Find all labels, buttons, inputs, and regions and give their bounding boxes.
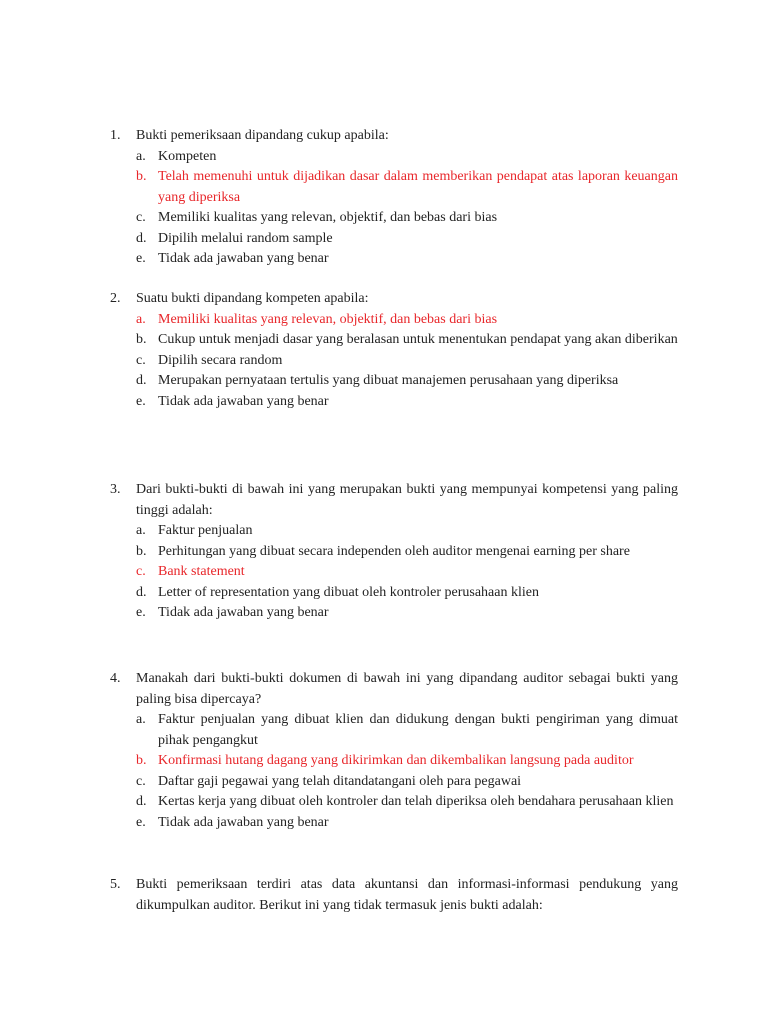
option-e <box>136 392 678 413</box>
option-letter: a. <box>136 712 146 727</box>
question-number: 2. <box>110 291 121 306</box>
option-text: Perhitungan yang dibuat secara independen oleh auditor mengenai earning per share <box>158 543 630 559</box>
option-letter: b. <box>136 753 147 768</box>
question-number: 4. <box>110 671 121 686</box>
option-letter: b. <box>136 543 147 559</box>
question-text: Manakah dari bukti-bukti dokumen di bawah ini yang dipandang auditor sebagai bukti yang paling bisa dipercaya? <box>136 671 678 707</box>
question-1 <box>110 126 678 270</box>
option-letter: c. <box>136 210 146 225</box>
option-a-answer <box>136 310 678 331</box>
question-stem <box>110 875 678 916</box>
option-c-answer <box>136 562 678 583</box>
option-text: Tidak ada jawaban yang benar <box>158 814 329 830</box>
option-text: Faktur penjualan <box>158 523 253 538</box>
question-2 <box>110 289 678 412</box>
question-number: 1. <box>110 128 121 143</box>
option-a <box>136 710 678 751</box>
option-letter: d. <box>136 230 147 246</box>
option-letter: e. <box>136 605 146 620</box>
option-d <box>136 792 678 813</box>
option-letter: c. <box>136 773 146 789</box>
option-letter: e. <box>136 251 146 266</box>
question-stem <box>110 669 678 710</box>
option-letter: e. <box>136 814 146 830</box>
option-c <box>136 208 678 229</box>
option-letter: d. <box>136 584 147 600</box>
option-b-answer <box>136 751 678 772</box>
option-e <box>136 603 678 624</box>
option-list <box>110 521 678 624</box>
question-number: 3. <box>110 482 121 497</box>
option-a <box>136 147 678 168</box>
option-letter: b. <box>136 169 147 184</box>
question-stem <box>110 126 678 147</box>
option-letter: d. <box>136 794 147 809</box>
option-text: Merupakan pernyataan tertulis yang dibuat manajemen perusahaan yang diperiksa <box>158 373 619 388</box>
option-e <box>136 813 678 834</box>
option-text: Konfirmasi hutang dagang yang dikirimkan dan dikembalikan langsung pada auditor <box>158 753 634 768</box>
question-text: Bukti pemeriksaan dipandang cukup apabila: <box>136 128 389 143</box>
question-text: Dari bukti-bukti di bawah ini yang merupakan bukti yang mempunyai kompetensi yang paling tinggi adalah: <box>136 482 678 518</box>
option-list <box>110 710 678 833</box>
option-c <box>136 772 678 793</box>
option-text: Memiliki kualitas yang relevan, objektif, dan bebas dari bias <box>158 311 498 327</box>
option-letter: a. <box>136 523 146 538</box>
option-text: Faktur penjualan yang dibuat klien dan didukung dengan bukti pengiriman yang dimuat pihak pengangkut <box>158 712 678 748</box>
question-stem <box>110 480 678 521</box>
option-list <box>110 310 678 413</box>
option-b-answer <box>136 167 678 208</box>
option-text: Kertas kerja yang dibuat oleh kontroler dan telah diperiksa oleh bendahara perusahaan klien <box>158 794 674 809</box>
option-a <box>136 521 678 542</box>
option-text: Daftar gaji pegawai yang telah ditandatangani oleh para pegawai <box>158 773 522 789</box>
question-4 <box>110 669 678 833</box>
option-c <box>136 351 678 372</box>
option-b <box>136 542 678 563</box>
option-text: Bank statement <box>158 564 245 579</box>
option-letter: b. <box>136 332 147 347</box>
option-text: Letter of representation yang dibuat oleh kontroler perusahaan klien <box>158 584 539 600</box>
option-d <box>136 229 678 250</box>
option-letter: c. <box>136 564 146 579</box>
option-e <box>136 249 678 270</box>
question-number: 5. <box>110 877 121 892</box>
option-letter: a. <box>136 148 146 164</box>
option-text: Kompeten <box>158 148 217 164</box>
question-3 <box>110 480 678 624</box>
option-list <box>110 147 678 270</box>
option-text: Tidak ada jawaban yang benar <box>158 393 329 409</box>
option-text: Telah memenuhi untuk dijadikan dasar dalam memberikan pendapat atas laporan keuangan yang diperiksa <box>158 169 678 205</box>
question-5 <box>110 875 678 916</box>
option-letter: a. <box>136 311 146 327</box>
option-text: Tidak ada jawaban yang benar <box>158 251 329 266</box>
option-b <box>136 330 678 351</box>
question-text: Suatu bukti dipandang kompeten apabila: <box>136 291 369 306</box>
question-stem <box>110 289 678 310</box>
option-letter: c. <box>136 352 146 368</box>
option-text: Cukup untuk menjadi dasar yang beralasan untuk menentukan pendapat yang akan diberikan <box>158 332 678 347</box>
option-text: Memiliki kualitas yang relevan, objektif, dan bebas dari bias <box>158 210 498 225</box>
option-d <box>136 371 678 392</box>
option-text: Tidak ada jawaban yang benar <box>158 605 329 620</box>
option-text: Dipilih melalui random sample <box>158 230 333 246</box>
option-text: Dipilih secara random <box>158 352 283 368</box>
option-letter: d. <box>136 373 147 388</box>
question-text: Bukti pemeriksaan terdiri atas data akuntansi dan informasi-informasi pendukung yang dikumpulkan auditor. Berikut ini yang tidak termasuk jenis bukti adalah: <box>136 877 678 913</box>
option-letter: e. <box>136 393 146 409</box>
option-d <box>136 583 678 604</box>
